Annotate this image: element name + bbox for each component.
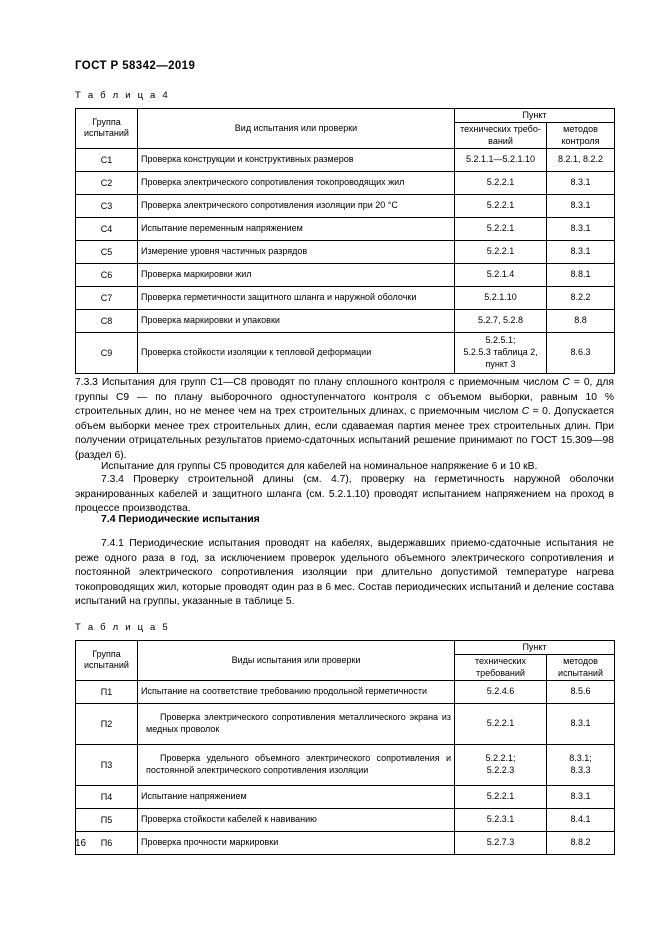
table-row: [76, 194, 615, 217]
cell-technical-requirement: 5.2.7.3: [455, 831, 547, 854]
cell-method: 8.8.2: [547, 831, 615, 854]
cell-test-group: П1: [76, 680, 138, 703]
header-tech-req: технических требо-ваний: [455, 123, 547, 149]
cell-test-kind: Проверка прочности маркировки: [138, 831, 455, 854]
cell-technical-requirement: 5.2.4.6: [455, 680, 547, 703]
table-row: [76, 680, 615, 703]
cell-technical-requirement: 5.2.1.10: [455, 286, 547, 309]
cell-test-kind: Испытание напряжением: [138, 785, 455, 808]
cell-test-group: С4: [76, 217, 138, 240]
cell-test-group: С6: [76, 263, 138, 286]
cell-method: 8.6.3: [547, 332, 615, 373]
cell-method: 8.3.1; 8.3.3: [547, 744, 615, 785]
table-row: [76, 785, 615, 808]
para-733-text-3: = 0. Допускается объем выборки менее трех строительных длин, если сдаваемая партия менее трех строительных длин. При получении отрицательных результатов приемо-сдаточных испытаний решение принимают по ГОСТ 15.309—98 (раздел 6).: [75, 406, 614, 462]
cell-technical-requirement: 5.2.3.1: [455, 808, 547, 831]
cell-test-group: С5: [76, 240, 138, 263]
table-4-caption: Т а б л и ц а 4: [75, 90, 170, 101]
paragraph-7-3-3: [75, 376, 614, 464]
cell-test-kind: Проверка конструкции и конструктивных размеров: [138, 148, 455, 171]
table-row: [76, 332, 615, 373]
cell-method: 8.5.6: [547, 680, 615, 703]
cell-method: 8.3.1: [547, 240, 615, 263]
cell-technical-requirement: 5.2.7, 5.2.8: [455, 309, 547, 332]
table-5-caption: Т а б л и ц а 5: [75, 622, 170, 633]
header-test-method: методов испытаний: [547, 655, 615, 681]
cell-method: 8.3.1: [547, 703, 615, 744]
table-row: [76, 286, 615, 309]
para-733-var-2: C: [521, 406, 530, 418]
cell-test-group: С7: [76, 286, 138, 309]
cell-test-group: П2: [76, 703, 138, 744]
cell-test-group: С8: [76, 309, 138, 332]
para-733-var-1: C: [562, 377, 570, 388]
table-row: [76, 240, 615, 263]
table-5-header: [76, 641, 615, 681]
cell-technical-requirement: 5.2.2.1: [455, 785, 547, 808]
table-row: [76, 808, 615, 831]
cell-method: 8.3.1: [547, 171, 615, 194]
cell-test-group: С9: [76, 332, 138, 373]
table-row: [76, 744, 615, 785]
cell-test-kind: Испытание на соответствие требованию продольной герметичности: [138, 680, 455, 703]
cell-method: 8.8: [547, 309, 615, 332]
cell-test-kind: Проверка электрического сопротивления металлического экрана из медных проволок: [138, 703, 455, 744]
table-4-body: [76, 148, 615, 373]
cell-technical-requirement: 5.2.2.1: [455, 240, 547, 263]
cell-test-group: П4: [76, 785, 138, 808]
cell-technical-requirement: 5.2.1.4: [455, 263, 547, 286]
cell-test-kind: Проверка герметичности защитного шланга и наружной оболочки: [138, 286, 455, 309]
cell-method: 8.8.1: [547, 263, 615, 286]
cell-test-group: П3: [76, 744, 138, 785]
cell-method: 8.2.2: [547, 286, 615, 309]
table-4: [75, 108, 615, 374]
cell-method: 8.2.1, 8.2.2: [547, 148, 615, 171]
para-733-text-2: = 0, для группы С9 — по плану выборочного одноступенчатого контроля с объемом выборки, равным 10 % строительных длин, но не менее чем на трех строительных длинах, с приемочным числом: [75, 377, 614, 418]
cell-test-group: С2: [76, 171, 138, 194]
table-row: [76, 217, 615, 240]
table-row: [76, 309, 615, 332]
cell-test-kind: Проверка электрического сопротивления изоляции при 20 °С: [138, 194, 455, 217]
table-4-header: [76, 109, 615, 149]
table-5: [75, 640, 615, 855]
paragraph-7-4-1: [75, 537, 614, 610]
cell-method: 8.4.1: [547, 808, 615, 831]
header-punkt: Пункт: [455, 641, 615, 655]
table-row: [76, 171, 615, 194]
table-row: [76, 148, 615, 171]
table-row: [76, 831, 615, 854]
standard-designation: ГОСТ Р 58342—2019: [75, 60, 196, 72]
cell-method: 8.3.1: [547, 217, 615, 240]
cell-technical-requirement: 5.2.1.1—5.2.1.10: [455, 148, 547, 171]
cell-test-kind: Проверка стойкости кабелей к навиванию: [138, 808, 455, 831]
para-733-text-1: 7.3.3 Испытания для групп С1—С8 проводят по плану сплошного контроля с приемочным числом: [75, 377, 563, 388]
cell-test-group: С3: [76, 194, 138, 217]
header-kind: Вид испытания или проверки: [138, 109, 455, 149]
header-kind: Виды испытания или проверки: [138, 641, 455, 681]
cell-test-kind: Проверка стойкости изоляции к тепловой деформации: [138, 332, 455, 373]
cell-technical-requirement: 5.2.2.1: [455, 194, 547, 217]
table-5-body: [76, 680, 615, 854]
page-number: 16: [75, 838, 87, 849]
cell-technical-requirement: 5.2.2.1: [455, 217, 547, 240]
cell-test-kind: Измерение уровня частичных разрядов: [138, 240, 455, 263]
table-row: [76, 703, 615, 744]
cell-test-kind: Проверка маркировки жил: [138, 263, 455, 286]
cell-test-group: П6: [76, 831, 138, 854]
section-heading-7-4: 7.4 Периодические испытания: [101, 513, 260, 525]
cell-method: 8.3.1: [547, 785, 615, 808]
para-734-text: 7.3.4 Проверку строительной длины (см. 4.7), проверку на герметичность наружной оболочки экранированных кабелей и защитного шланга (см. 5.2.1.10) проводят испытанием напряжением на проход в процессе производства.: [75, 474, 614, 515]
cell-technical-requirement: 5.2.5.1; 5.2.5.3 таблица 2, пункт 3: [455, 332, 547, 373]
cell-test-kind: Проверка электрического сопротивления токопроводящих жил: [138, 171, 455, 194]
para-c5-text: Испытание для группы С5 проводится для кабелей на номинальное напряжение 6 и 10 кВ.: [101, 461, 538, 472]
cell-test-kind: Проверка удельного объемного электрического сопротивления и постоянной электрического сопротивления изоляции: [138, 744, 455, 785]
header-punkt: Пункт: [455, 109, 615, 123]
header-control-method: методов контроля: [547, 123, 615, 149]
cell-test-group: С1: [76, 148, 138, 171]
cell-test-group: П5: [76, 808, 138, 831]
cell-technical-requirement: 5.2.2.1: [455, 171, 547, 194]
paragraph-7-3-4: [75, 473, 614, 517]
cell-test-kind: Проверка маркировки и упаковки: [138, 309, 455, 332]
cell-technical-requirement: 5.2.2.1; 5.2.2.3: [455, 744, 547, 785]
cell-technical-requirement: 5.2.2.1: [455, 703, 547, 744]
cell-test-kind: Испытание переменным напряжением: [138, 217, 455, 240]
header-group: Группа испытаний: [76, 641, 138, 681]
header-group: Группа испытаний: [76, 109, 138, 149]
cell-method: 8.3.1: [547, 194, 615, 217]
para-741-text: 7.4.1 Периодические испытания проводят на кабелях, выдержавших приемо-сдаточные испытания не реже одного раза в год, за исключением проверок удельного объемного электрического сопротивления и постоянной электрического сопротивления изоляции при длительно допустимой температуре нагрева токопроводящих жил, которые проводят один раз в 6 мес. Состав периодических испытаний и деление состава испытаний на группы, указанные в таблице 5.: [75, 538, 614, 608]
header-tech-req: технических требований: [455, 655, 547, 681]
table-row: [76, 263, 615, 286]
